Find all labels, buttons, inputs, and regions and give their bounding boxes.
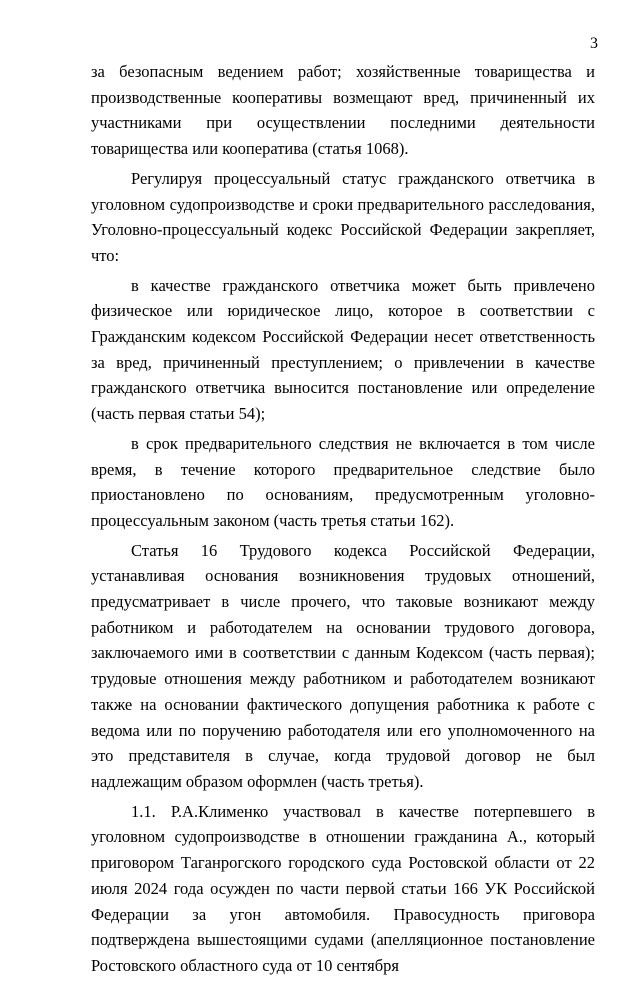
document-body bbox=[91, 59, 595, 983]
paragraph: в срок предварительного следствия не включается в том числе время, в течение которого предварительное следствие было приостановлено по основаниям, предусмотренным уголовно-процессуальным законом (часть третья статьи 162). bbox=[91, 433, 595, 530]
paragraph: Регулируя процессуальный статус гражданского ответчика в уголовном судопроизводстве и сроки предварительного расследования, Уголовно-процессуальный кодекс Российской Федерации закрепляет, что: bbox=[91, 168, 595, 265]
paragraph: 1.1. Р.А.Клименко участвовал в качестве потерпевшего в уголовном судопроизводстве в отношении гражданина А., который приговором Таганрогского городского суда Ростовской области от 22 июля 2024 года осужден по части первой статьи 166 УК Российской Федерации за угон автомобиля. Правосудность приговора подтверждена вышестоящими судами (апелляционное постановление Ростовского областного суда от 10 сентября bbox=[91, 801, 595, 975]
paragraph: в качестве гражданского ответчика может быть привлечено физическое или юридическое лицо, которое в соответствии с Гражданским кодексом Российской Федерации несет ответственность за вред, причиненный преступлением; о привлечении в качестве гражданского ответчика выносится постановление или определение (часть первая статьи 54); bbox=[91, 275, 595, 424]
paragraph-continuation: за безопасным ведением работ; хозяйственные товарищества и производственные кооперативы возмещают вред, причиненный их участниками при осуществлении последними деятельности товарищества или кооператива (статья 1068). bbox=[91, 62, 595, 159]
page-number: 3 bbox=[590, 35, 598, 52]
paragraph: Статья 16 Трудового кодекса Российской Федерации, устанавливая основания возникновения трудовых отношений, предусматривает в числе прочего, что таковые возникают между работником и работодателем на основании трудового договора, заключаемого ими в соответствии с данным Кодексом (часть первая); трудовые отношения между работником и работодателем возникают также на основании фактического допущения работника к работе с ведома или по поручению работодателя или его уполномоченного на это представителя в случае, когда трудовой договор не был надлежащим образом оформлен (часть третья). bbox=[91, 540, 595, 791]
